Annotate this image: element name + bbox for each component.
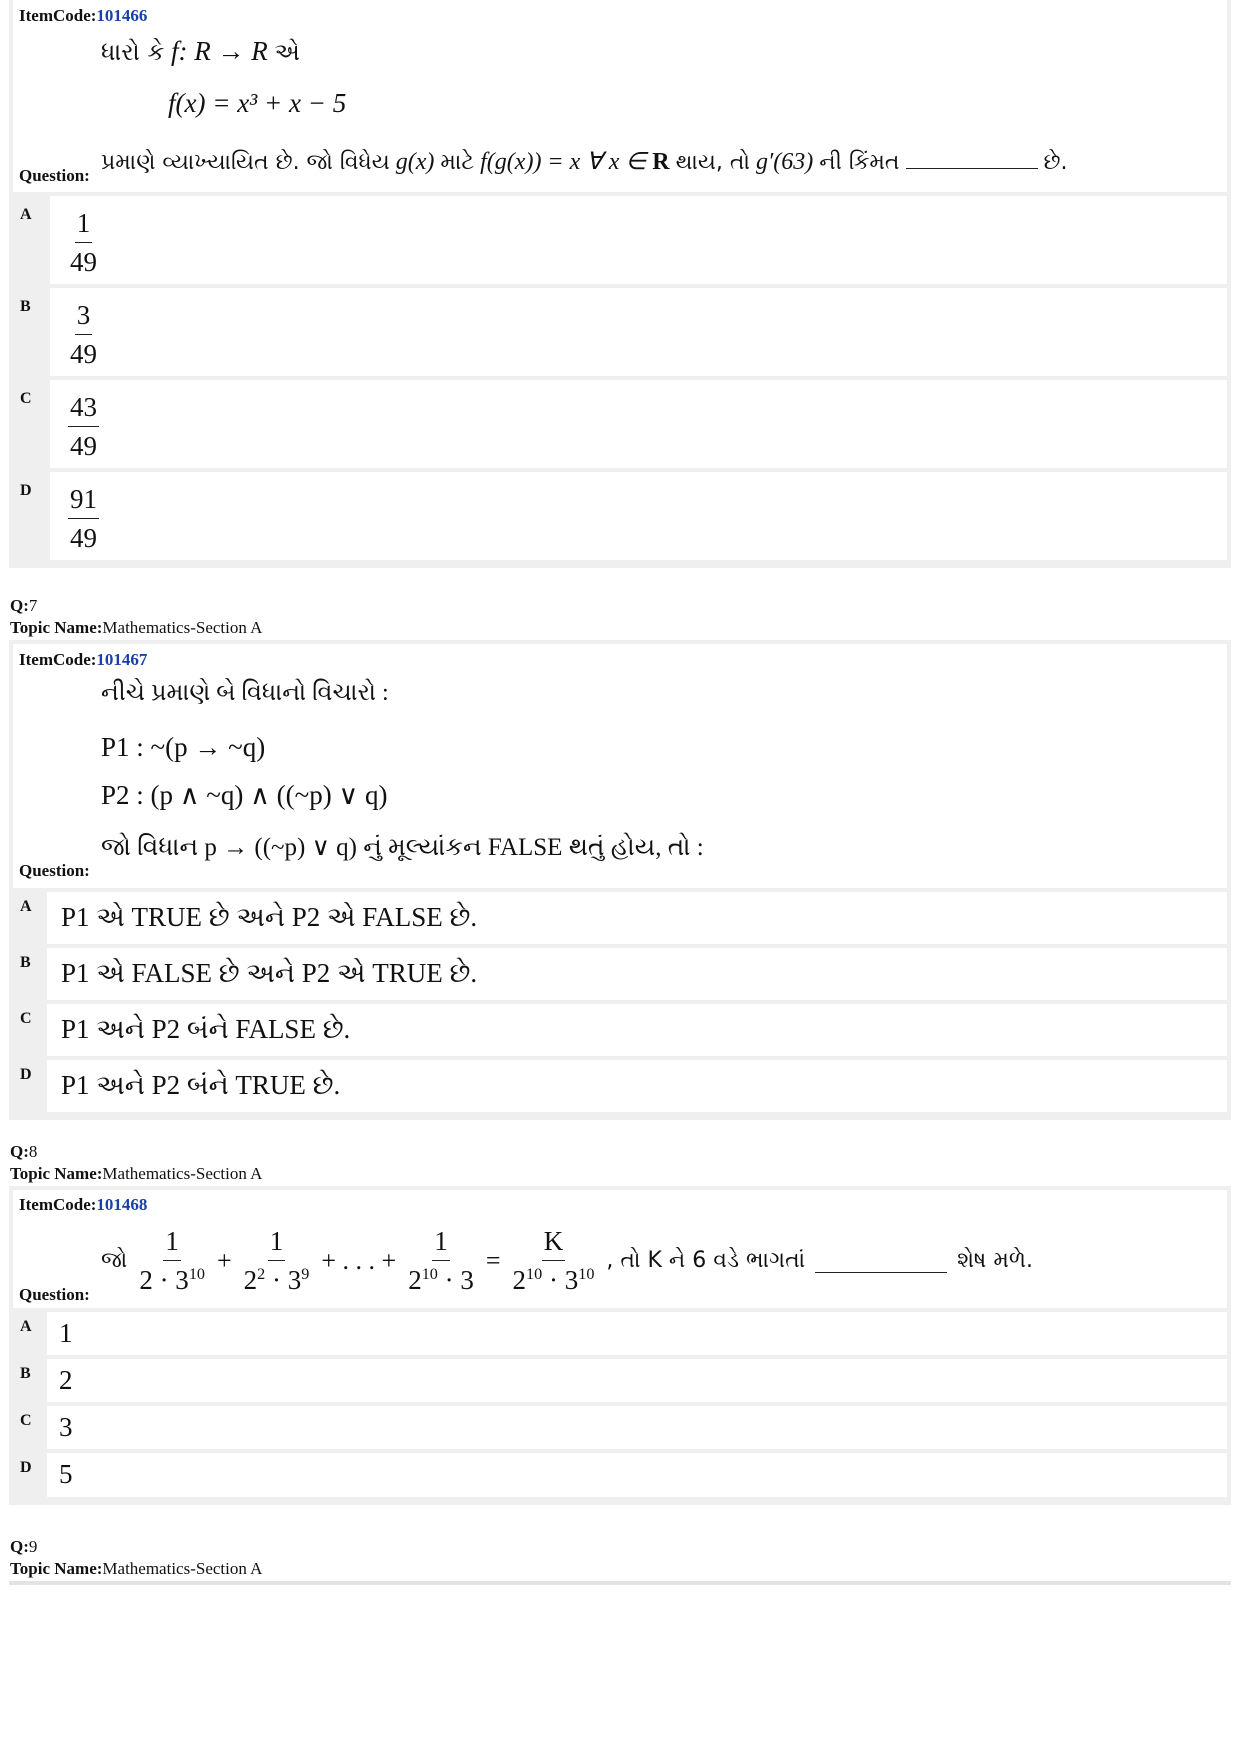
q8-question-label: Question:: [19, 1285, 90, 1304]
q7-question-label: Question:: [19, 861, 90, 880]
option-fraction: $\frac{3}{49}$: [70, 300, 97, 369]
q7-intro: નીચે પ્રમાણે બે વિધાનો વિચારો :: [101, 680, 389, 706]
q6-option-b[interactable]: [9, 288, 1231, 380]
q6-function-definition: f(x) = x³ + x − 5: [168, 88, 347, 118]
q7-statement-p1: P1 : ~(p → ~q): [101, 732, 266, 762]
q7-option-b[interactable]: P1 એ FALSE છે અને P2 એ TRUE છે. B: [9, 948, 1231, 1004]
q7-itemcode: ItemCode:101467: [19, 650, 148, 669]
q6-itemcode: [19, 6, 147, 26]
q8-option-c[interactable]: 3 C: [9, 1406, 1231, 1453]
q7-option-a[interactable]: P1 એ TRUE છે અને P2 એ FALSE છે. A: [9, 892, 1231, 948]
q8-option-b[interactable]: 2 B: [9, 1359, 1231, 1406]
rhs: $\frac{K}{2^{10} \cdot 3^{10}}$: [512, 1226, 595, 1295]
term-last: $\frac{1}{2^{10} \cdot 3}$: [408, 1226, 474, 1295]
q6-question-label: Question:: [19, 166, 90, 185]
option-fraction: $\frac{43}{49}$: [70, 392, 97, 461]
q6-option-a[interactable]: [9, 196, 1231, 288]
option-letter: D: [20, 482, 32, 499]
q6-option-c[interactable]: [9, 380, 1231, 472]
q8-topic: Topic Name:Mathematics-Section A: [10, 1164, 263, 1183]
q7-option-c[interactable]: P1 અને P2 બંને FALSE છે. C: [9, 1004, 1231, 1060]
answer-blank: [906, 144, 1038, 169]
q8-option-a[interactable]: 1 A: [9, 1312, 1231, 1359]
answer-blank: [815, 1248, 947, 1273]
option-letter: A: [20, 206, 32, 223]
q6-line1: ધારો કે f: R → R એ: [101, 36, 300, 66]
option-fraction: $\frac{91}{49}$: [70, 484, 97, 553]
option-fraction: $\frac{1}{49}$: [70, 208, 97, 277]
option-letter: C: [20, 390, 32, 407]
q7-statement-p2: P2 : (p ∧ ~q) ∧ ((~p) ∨ q): [101, 780, 388, 810]
q9-number: Q:9: [10, 1537, 38, 1556]
q7-number: Q:7: [10, 596, 38, 615]
term-2: $\frac{1}{2^2 \cdot 3^9}$: [243, 1226, 310, 1295]
q6-line3: પ્રમાણે વ્યાખ્યાયિત છે. જો વિધેય g(x) માટે f(g(x)) = x ∀ x ∈ R થાય, તો g′(63) ની કિંમત છે.: [101, 144, 1068, 176]
q8-option-d[interactable]: 5 D: [9, 1453, 1231, 1505]
q7-topic: Topic Name:Mathematics-Section A: [10, 618, 263, 637]
itemcode-label: ItemCode:: [19, 6, 97, 25]
term-1: $\frac{1}{2 \cdot 3^{10}}$: [139, 1226, 205, 1295]
q8-number: Q:8: [10, 1142, 38, 1161]
q7-option-d[interactable]: P1 અને P2 બંને TRUE છે. D: [9, 1060, 1231, 1120]
q9-box-top: [9, 1581, 1231, 1585]
q8-equation: જો $\frac{1}{2 \cdot 3^{10}}$ + $\frac{1}{2^2 \cdot 3^9}$ + . . . + $\frac{1}{2^{10} \cdot 3}$ = $\frac{K}{2^{10} \cdot 3^{10}}$ , તો K ને 6 વડે ભાગતાં શેષ મળે.: [101, 1226, 1034, 1295]
q6-option-d[interactable]: [9, 472, 1231, 568]
q8-itemcode: ItemCode:101468: [19, 1195, 148, 1214]
q9-topic: Topic Name:Mathematics-Section A: [10, 1559, 263, 1578]
option-letter: B: [20, 298, 31, 315]
q7-condition: જો વિધાન p → ((~p) ∨ q) નું મૂલ્યાંકન FALSE થતું હોય, તો :: [101, 834, 704, 861]
itemcode-value: 101466: [96, 6, 148, 25]
